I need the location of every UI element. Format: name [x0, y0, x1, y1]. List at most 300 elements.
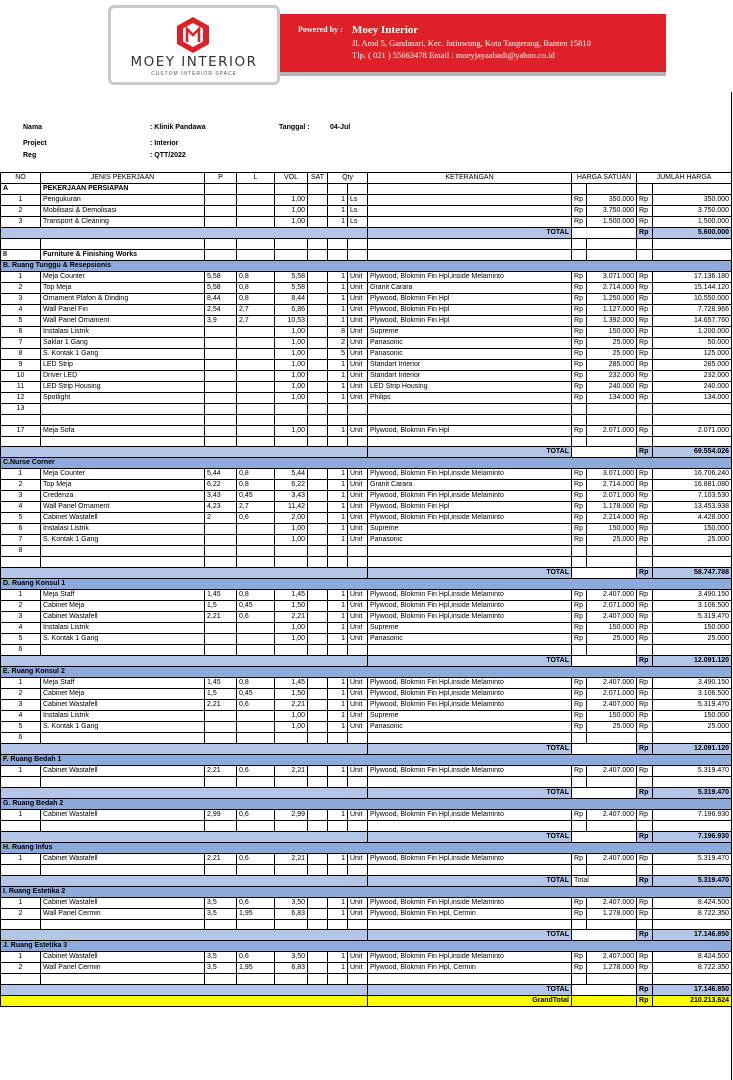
- item-no: [1, 414, 41, 425]
- item-no: [1, 436, 41, 447]
- item-name: Wall Panel Cermin: [41, 908, 205, 919]
- item-l: 0,8: [237, 469, 275, 480]
- currency-label: Rp: [572, 711, 587, 722]
- subsection-title: I. Ruang Estetika 2: [1, 886, 732, 897]
- item-vol: [275, 403, 308, 414]
- item-p: 5,58: [205, 271, 237, 282]
- item-keterangan: Panasonic: [368, 348, 572, 359]
- table-row: [1, 502, 732, 513]
- table-cell: [572, 919, 587, 930]
- item-jumlah-harga: 1.200.000: [653, 326, 732, 337]
- item-jumlah-harga: [653, 645, 732, 656]
- item-qty: 1: [328, 722, 348, 733]
- item-name: Meja Staff: [41, 678, 205, 689]
- table-cell: [205, 249, 237, 260]
- table-cell: [1, 656, 368, 667]
- column-header: JENIS PEKERJAAN: [41, 173, 205, 184]
- project-label: Project: [23, 140, 47, 147]
- item-p: 2,99: [205, 809, 237, 820]
- item-name: [41, 403, 205, 414]
- total-label-cell: [368, 985, 572, 996]
- item-unit: Unit: [348, 809, 368, 820]
- blank-row: [1, 919, 732, 930]
- total-value: 17.146.850: [653, 930, 732, 941]
- table-row: [1, 337, 732, 348]
- table-cell: [205, 864, 237, 875]
- tanggal-label: Tanggal :: [279, 124, 310, 131]
- item-no: 11: [1, 381, 41, 392]
- currency-label: Rp: [637, 689, 653, 700]
- total-extra-cell: [572, 568, 637, 579]
- table-cell: [41, 974, 205, 985]
- table-cell: [275, 864, 308, 875]
- item-harga-satuan: [587, 733, 637, 744]
- item-vol: 6,83: [275, 963, 308, 974]
- table-cell: [348, 239, 368, 250]
- item-p: [205, 326, 237, 337]
- item-keterangan: Standart Interior: [368, 370, 572, 381]
- total-row: [1, 787, 732, 798]
- item-p: 6,22: [205, 480, 237, 491]
- item-qty: 1: [328, 634, 348, 645]
- table-cell: [653, 820, 732, 831]
- item-no: 1: [1, 897, 41, 908]
- item-qty: [328, 546, 348, 557]
- item-keterangan: [368, 733, 572, 744]
- item-vol: 1,00: [275, 348, 308, 359]
- item-keterangan: Standart Interior: [368, 359, 572, 370]
- table-cell: [1, 228, 368, 239]
- item-unit: Unit: [348, 480, 368, 491]
- table-row: [1, 623, 732, 634]
- item-no: 2: [1, 282, 41, 293]
- table-cell: [1, 787, 368, 798]
- item-p: [205, 722, 237, 733]
- item-sat: [308, 700, 328, 711]
- table-cell: [653, 249, 732, 260]
- table-row: [1, 766, 732, 777]
- item-l: [237, 414, 275, 425]
- currency-label: Rp: [637, 623, 653, 634]
- blank-row: [1, 777, 732, 788]
- item-sat: [308, 195, 328, 206]
- currency-label: [572, 403, 587, 414]
- item-harga-satuan: [587, 546, 637, 557]
- item-unit: Unit: [348, 952, 368, 963]
- total-label: TOTAL: [546, 448, 570, 456]
- currency-label: Rp: [637, 787, 653, 798]
- table-cell: [275, 820, 308, 831]
- item-p: 2,21: [205, 700, 237, 711]
- table-cell: [587, 777, 637, 788]
- item-name: Ornament Plafon & Dinding: [41, 293, 205, 304]
- nama-label: Nama: [23, 124, 43, 131]
- item-unit: Unit: [348, 425, 368, 436]
- currency-label: Rp: [637, 809, 653, 820]
- currency-label: Rp: [572, 766, 587, 777]
- grand-total-label: GrandTotal: [368, 996, 572, 1007]
- item-no: 4: [1, 304, 41, 315]
- table-cell: [205, 820, 237, 831]
- item-vol: 2,99: [275, 809, 308, 820]
- item-keterangan: [368, 195, 572, 206]
- total-label-cell: [368, 930, 572, 941]
- currency-label: Rp: [572, 491, 587, 502]
- item-p: [205, 206, 237, 217]
- item-harga-satuan: 232.000: [587, 370, 637, 381]
- item-qty: 1: [328, 809, 348, 820]
- total-row: [1, 875, 732, 886]
- item-jumlah-harga: 8.722.350: [653, 963, 732, 974]
- item-sat: [308, 271, 328, 282]
- item-name: Top Meja: [41, 480, 205, 491]
- item-keterangan: [368, 414, 572, 425]
- item-no: 6: [1, 524, 41, 535]
- item-sat: [308, 217, 328, 228]
- logo-wordmark: MOEY INTERIOR: [130, 54, 258, 70]
- item-no: 5: [1, 513, 41, 524]
- item-p: [205, 645, 237, 656]
- item-qty: 1: [328, 590, 348, 601]
- item-name: Cabinet Meja: [41, 601, 205, 612]
- item-l: 2,7: [237, 315, 275, 326]
- table-row: [1, 282, 732, 293]
- item-name: Cabinet Meja: [41, 689, 205, 700]
- grand-total-row: [1, 996, 732, 1007]
- item-p: 3,5: [205, 908, 237, 919]
- letterhead: [0, 0, 733, 92]
- item-unit: Unit: [348, 502, 368, 513]
- currency-label: Rp: [637, 897, 653, 908]
- item-harga-satuan: 1.178.000: [587, 502, 637, 513]
- table-row: [1, 206, 732, 217]
- item-no: 17: [1, 425, 41, 436]
- blank-row: [1, 974, 732, 985]
- item-qty: 1: [328, 689, 348, 700]
- item-name: [41, 414, 205, 425]
- table-cell: [653, 557, 732, 568]
- item-qty: 1: [328, 491, 348, 502]
- table-cell: [308, 184, 328, 195]
- table-cell: [572, 557, 587, 568]
- item-vol: 1,00: [275, 711, 308, 722]
- table-cell: [348, 557, 368, 568]
- item-jumlah-harga: 3.106.500: [653, 689, 732, 700]
- item-jumlah-harga: 5.319.470: [653, 853, 732, 864]
- table-row: [1, 348, 732, 359]
- item-p: 2,54: [205, 304, 237, 315]
- item-keterangan: Plywood, Blokmin Fin Hpl,inside Melaminto: [368, 678, 572, 689]
- currency-label: Rp: [637, 875, 653, 886]
- item-unit: Unit: [348, 711, 368, 722]
- item-keterangan: Supreme: [368, 326, 572, 337]
- currency-label: Rp: [572, 678, 587, 689]
- currency-label: Rp: [572, 897, 587, 908]
- subsection-row: [1, 579, 732, 590]
- subsection-row: [1, 798, 732, 809]
- item-unit: Unit: [348, 908, 368, 919]
- item-harga-satuan: 150.000: [587, 623, 637, 634]
- item-no: 1: [1, 809, 41, 820]
- item-unit: Unit: [348, 293, 368, 304]
- item-p: [205, 403, 237, 414]
- item-qty: 1: [328, 535, 348, 546]
- currency-label: Rp: [572, 535, 587, 546]
- item-name: Credenza: [41, 491, 205, 502]
- item-name: S. Kontak 1 Gang: [41, 348, 205, 359]
- item-l: [237, 337, 275, 348]
- currency-label: Rp: [572, 381, 587, 392]
- item-no: 1: [1, 590, 41, 601]
- item-sat: [308, 337, 328, 348]
- table-cell: [637, 777, 653, 788]
- table-cell: [41, 919, 205, 930]
- item-sat: [308, 282, 328, 293]
- table-row: [1, 370, 732, 381]
- item-sat: [308, 590, 328, 601]
- currency-label: Rp: [637, 293, 653, 304]
- item-harga-satuan: 3.071.000: [587, 271, 637, 282]
- item-vol: [275, 436, 308, 447]
- currency-label: Rp: [637, 656, 653, 667]
- item-l: 0,6: [237, 853, 275, 864]
- table-cell: [572, 864, 587, 875]
- item-unit: [348, 403, 368, 414]
- item-p: 8,44: [205, 293, 237, 304]
- item-p: [205, 535, 237, 546]
- item-l: 1,95: [237, 908, 275, 919]
- header-grey-strip: [278, 72, 666, 76]
- item-l: [237, 359, 275, 370]
- company-contact: Tlp. ( 021 ) 55663478 Email : moeyjayaabadi@yahoo.co.id: [352, 50, 555, 60]
- table-row: [1, 425, 732, 436]
- item-unit: Unit: [348, 700, 368, 711]
- subsection-row: [1, 667, 732, 678]
- item-unit: Unit: [348, 678, 368, 689]
- table-row: [1, 293, 732, 304]
- item-jumlah-harga: 2.071.000: [653, 425, 732, 436]
- total-extra-cell: [572, 831, 637, 842]
- item-jumlah-harga: 1.500.000: [653, 217, 732, 228]
- item-no: 2: [1, 689, 41, 700]
- table-cell: [653, 974, 732, 985]
- item-l: 1,95: [237, 963, 275, 974]
- item-l: 2,7: [237, 304, 275, 315]
- item-l: 0,6: [237, 766, 275, 777]
- table-cell: [348, 184, 368, 195]
- table-cell: [572, 777, 587, 788]
- item-harga-satuan: 150.000: [587, 326, 637, 337]
- total-label: TOTAL: [546, 876, 570, 884]
- item-vol: 6,86: [275, 304, 308, 315]
- table-cell: [368, 919, 572, 930]
- table-row: [1, 359, 732, 370]
- currency-label: Rp: [572, 304, 587, 315]
- item-sat: [308, 425, 328, 436]
- currency-label: Rp: [637, 502, 653, 513]
- table-row: [1, 634, 732, 645]
- table-cell: [653, 919, 732, 930]
- table-row: [1, 403, 732, 414]
- table-cell: [275, 919, 308, 930]
- item-name: Saklar 1 Gang: [41, 337, 205, 348]
- table-cell: [587, 864, 637, 875]
- table-cell: [653, 777, 732, 788]
- currency-label: [637, 546, 653, 557]
- item-harga-satuan: 2.214.000: [587, 513, 637, 524]
- table-cell: [348, 919, 368, 930]
- item-name: Meja Counter: [41, 271, 205, 282]
- item-qty: 1: [328, 601, 348, 612]
- item-sat: [308, 326, 328, 337]
- item-p: [205, 381, 237, 392]
- item-harga-satuan: 3.071.000: [587, 469, 637, 480]
- currency-label: Rp: [637, 766, 653, 777]
- item-harga-satuan: 25.000: [587, 348, 637, 359]
- currency-label: Rp: [572, 634, 587, 645]
- item-keterangan: Granit Carara: [368, 480, 572, 491]
- item-keterangan: Plywood, Blokmin Fin Hpl,inside Melaminto: [368, 612, 572, 623]
- item-vol: 10,53: [275, 315, 308, 326]
- table-cell: [205, 557, 237, 568]
- powered-by-label: Powered by :: [298, 25, 343, 34]
- table-row: [1, 392, 732, 403]
- table-cell: [1, 996, 368, 1007]
- item-p: [205, 711, 237, 722]
- item-no: 3: [1, 293, 41, 304]
- currency-label: Rp: [637, 392, 653, 403]
- currency-label: Rp: [572, 722, 587, 733]
- item-unit: Unit: [348, 612, 368, 623]
- item-harga-satuan: 1.500.000: [587, 217, 637, 228]
- item-qty: 1: [328, 711, 348, 722]
- section-no: II: [1, 249, 41, 260]
- item-no: 3: [1, 612, 41, 623]
- item-keterangan: [368, 217, 572, 228]
- table-row: [1, 491, 732, 502]
- table-cell: [275, 249, 308, 260]
- item-harga-satuan: 25.000: [587, 535, 637, 546]
- item-sat: [308, 524, 328, 535]
- item-vol: 8,44: [275, 293, 308, 304]
- item-qty: 1: [328, 524, 348, 535]
- item-unit: Unit: [348, 766, 368, 777]
- table-cell: [308, 239, 328, 250]
- item-name: LED Strip: [41, 359, 205, 370]
- item-vol: 1,00: [275, 337, 308, 348]
- item-qty: 1: [328, 469, 348, 480]
- subsection-title: H. Ruang Infus: [1, 842, 732, 853]
- item-l: [237, 535, 275, 546]
- subsection-title: B. Ruang Tunggu & Resepsionis: [1, 260, 732, 271]
- item-vol: 1,00: [275, 524, 308, 535]
- table-cell: [368, 239, 572, 250]
- company-address: Jl. Amd 5, Gandasari, Kec. Jatiuwung, Kota Tangerang, Banten 15810: [352, 38, 591, 48]
- item-vol: 1,00: [275, 535, 308, 546]
- total-label: TOTAL: [546, 569, 570, 577]
- table-cell: [237, 777, 275, 788]
- item-name: Driver LED: [41, 370, 205, 381]
- table-cell: [368, 249, 572, 260]
- item-vol: 2,00: [275, 513, 308, 524]
- item-keterangan: Plywood, Blokmin Fin Hpl: [368, 293, 572, 304]
- logo-tagline: CUSTOM INTERIOR SPACE: [151, 71, 237, 77]
- item-name: Meja Staff: [41, 590, 205, 601]
- currency-label: Rp: [572, 315, 587, 326]
- item-keterangan: Plywood, Blokmin Fin Hpl,inside Melaminto: [368, 601, 572, 612]
- item-vol: 1,45: [275, 678, 308, 689]
- item-harga-satuan: 285.000: [587, 359, 637, 370]
- item-jumlah-harga: 25.000: [653, 722, 732, 733]
- item-name: Cabinet Wastafell: [41, 897, 205, 908]
- currency-label: Rp: [572, 282, 587, 293]
- item-p: 2,21: [205, 766, 237, 777]
- item-sat: [308, 392, 328, 403]
- item-sat: [308, 206, 328, 217]
- total-value: 58.747.788: [653, 568, 732, 579]
- item-jumlah-harga: 3.490.150: [653, 678, 732, 689]
- item-keterangan: Plywood, Blokmin Fin Hpl,inside Melaminto: [368, 491, 572, 502]
- total-label: TOTAL: [546, 657, 570, 665]
- currency-label: Rp: [637, 359, 653, 370]
- currency-label: Rp: [637, 985, 653, 996]
- table-cell: [41, 777, 205, 788]
- item-l: [237, 381, 275, 392]
- table-cell: [1, 930, 368, 941]
- item-l: [237, 436, 275, 447]
- column-header: KETERANGAN: [368, 173, 572, 184]
- total-label: TOTAL: [546, 788, 570, 796]
- item-l: 0,6: [237, 700, 275, 711]
- table-row: [1, 436, 732, 447]
- item-unit: Unit: [348, 491, 368, 502]
- table-cell: [348, 864, 368, 875]
- table-cell: [205, 239, 237, 250]
- item-sat: [308, 766, 328, 777]
- item-sat: [308, 348, 328, 359]
- item-unit: Unit: [348, 722, 368, 733]
- currency-label: Rp: [637, 722, 653, 733]
- item-name: Instalasi Listrik: [41, 524, 205, 535]
- item-jumlah-harga: [653, 436, 732, 447]
- table-cell: [348, 249, 368, 260]
- table-cell: [275, 557, 308, 568]
- item-sat: [308, 469, 328, 480]
- item-qty: 1: [328, 513, 348, 524]
- currency-label: Rp: [637, 513, 653, 524]
- table-cell: [308, 249, 328, 260]
- table-cell: [1, 985, 368, 996]
- item-jumlah-harga: 16.881.080: [653, 480, 732, 491]
- table-row: [1, 612, 732, 623]
- item-jumlah-harga: 50.000: [653, 337, 732, 348]
- item-no: 10: [1, 370, 41, 381]
- blank-row: [1, 557, 732, 568]
- item-l: 0,8: [237, 480, 275, 491]
- item-keterangan: Supreme: [368, 623, 572, 634]
- item-keterangan: Plywood, Blokmin Fin Hpl,inside Melaminto: [368, 952, 572, 963]
- table-cell: [368, 557, 572, 568]
- item-p: [205, 623, 237, 634]
- item-keterangan: Plywood, Blokmin Fin Hpl,inside Melaminto: [368, 689, 572, 700]
- table-cell: [637, 820, 653, 831]
- table-cell: [275, 777, 308, 788]
- item-unit: Unit: [348, 623, 368, 634]
- item-name: Wall Panel Fin: [41, 304, 205, 315]
- table-cell: [41, 820, 205, 831]
- item-p: 2,21: [205, 853, 237, 864]
- item-l: 0,6: [237, 952, 275, 963]
